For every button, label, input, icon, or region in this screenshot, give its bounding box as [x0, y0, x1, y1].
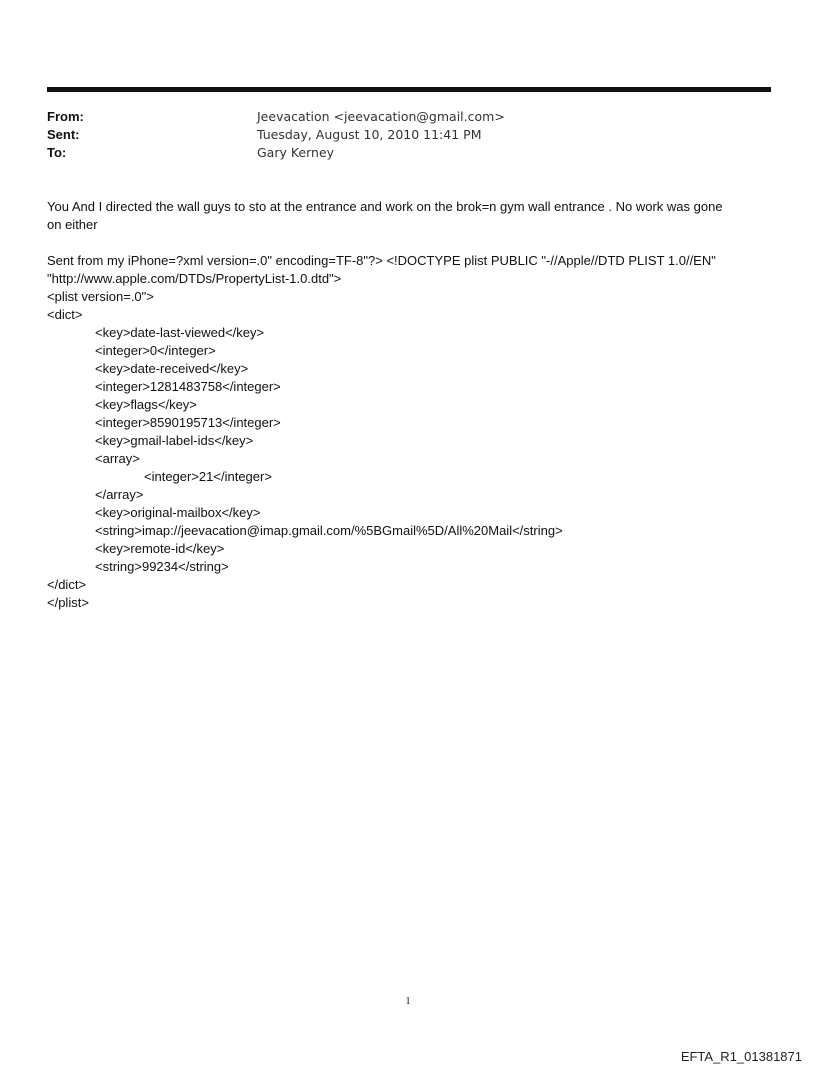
code-line: <integer>21</integer> — [144, 469, 272, 484]
code-line: <string>99234</string> — [95, 559, 229, 574]
from-row — [47, 108, 767, 126]
code-line: <key>date-received</key> — [95, 361, 249, 376]
bates-stamp: EFTA_R1_01381871 — [680, 1049, 802, 1064]
sent-row — [47, 126, 767, 144]
code-line: </plist> — [47, 595, 89, 610]
code-line: <key>flags</key> — [95, 397, 197, 412]
code-line: <key>date-last-viewed</key> — [95, 325, 265, 340]
header-rule — [47, 87, 771, 92]
page-number: 1 — [405, 996, 411, 1007]
from-label: From: — [47, 109, 84, 124]
to-value: Gary Kerney — [257, 145, 335, 160]
code-line: <integer>8590195713</integer> — [95, 415, 281, 430]
code-line: <key>gmail-label-ids</key> — [95, 433, 254, 448]
code-line: </dict> — [47, 577, 87, 592]
plist-block — [47, 252, 767, 612]
sent-label: Sent: — [47, 127, 80, 142]
email-body — [47, 198, 767, 612]
code-line: <string>imap://jeevacation@imap.gmail.com/%5BGmail%5D/All%20Mail</string> — [95, 523, 563, 538]
code-line: "http://www.apple.com/DTDs/PropertyList-1.0.dtd"> — [47, 271, 342, 286]
to-row — [47, 144, 767, 162]
code-line: <array> — [95, 451, 140, 466]
sent-value: Tuesday, August 10, 2010 11:41 PM — [257, 127, 482, 142]
body-paragraph-line-2: on either — [47, 217, 98, 232]
code-line: Sent from my iPhone=?xml version=.0" encoding=TF-8"?> <!DOCTYPE plist PUBLIC "-//Apple//DTD PLIST 1.0//EN" — [47, 253, 716, 268]
to-label: To: — [47, 145, 67, 160]
code-line: <integer>1281483758</integer> — [95, 379, 281, 394]
from-value: Jeevacation <jeevacation@gmail.com> — [257, 109, 505, 124]
code-line: </array> — [95, 487, 144, 502]
code-line: <plist version=.0"> — [47, 289, 154, 304]
code-line: <key>original-mailbox</key> — [95, 505, 261, 520]
code-line: <dict> — [47, 307, 83, 322]
code-line: <integer>0</integer> — [95, 343, 216, 358]
code-line: <key>remote-id</key> — [95, 541, 225, 556]
body-paragraph-line-1: You And I directed the wall guys to sto at the entrance and work on the brok=n gym wall entrance . No work was gone — [47, 199, 723, 214]
email-header — [47, 108, 767, 162]
